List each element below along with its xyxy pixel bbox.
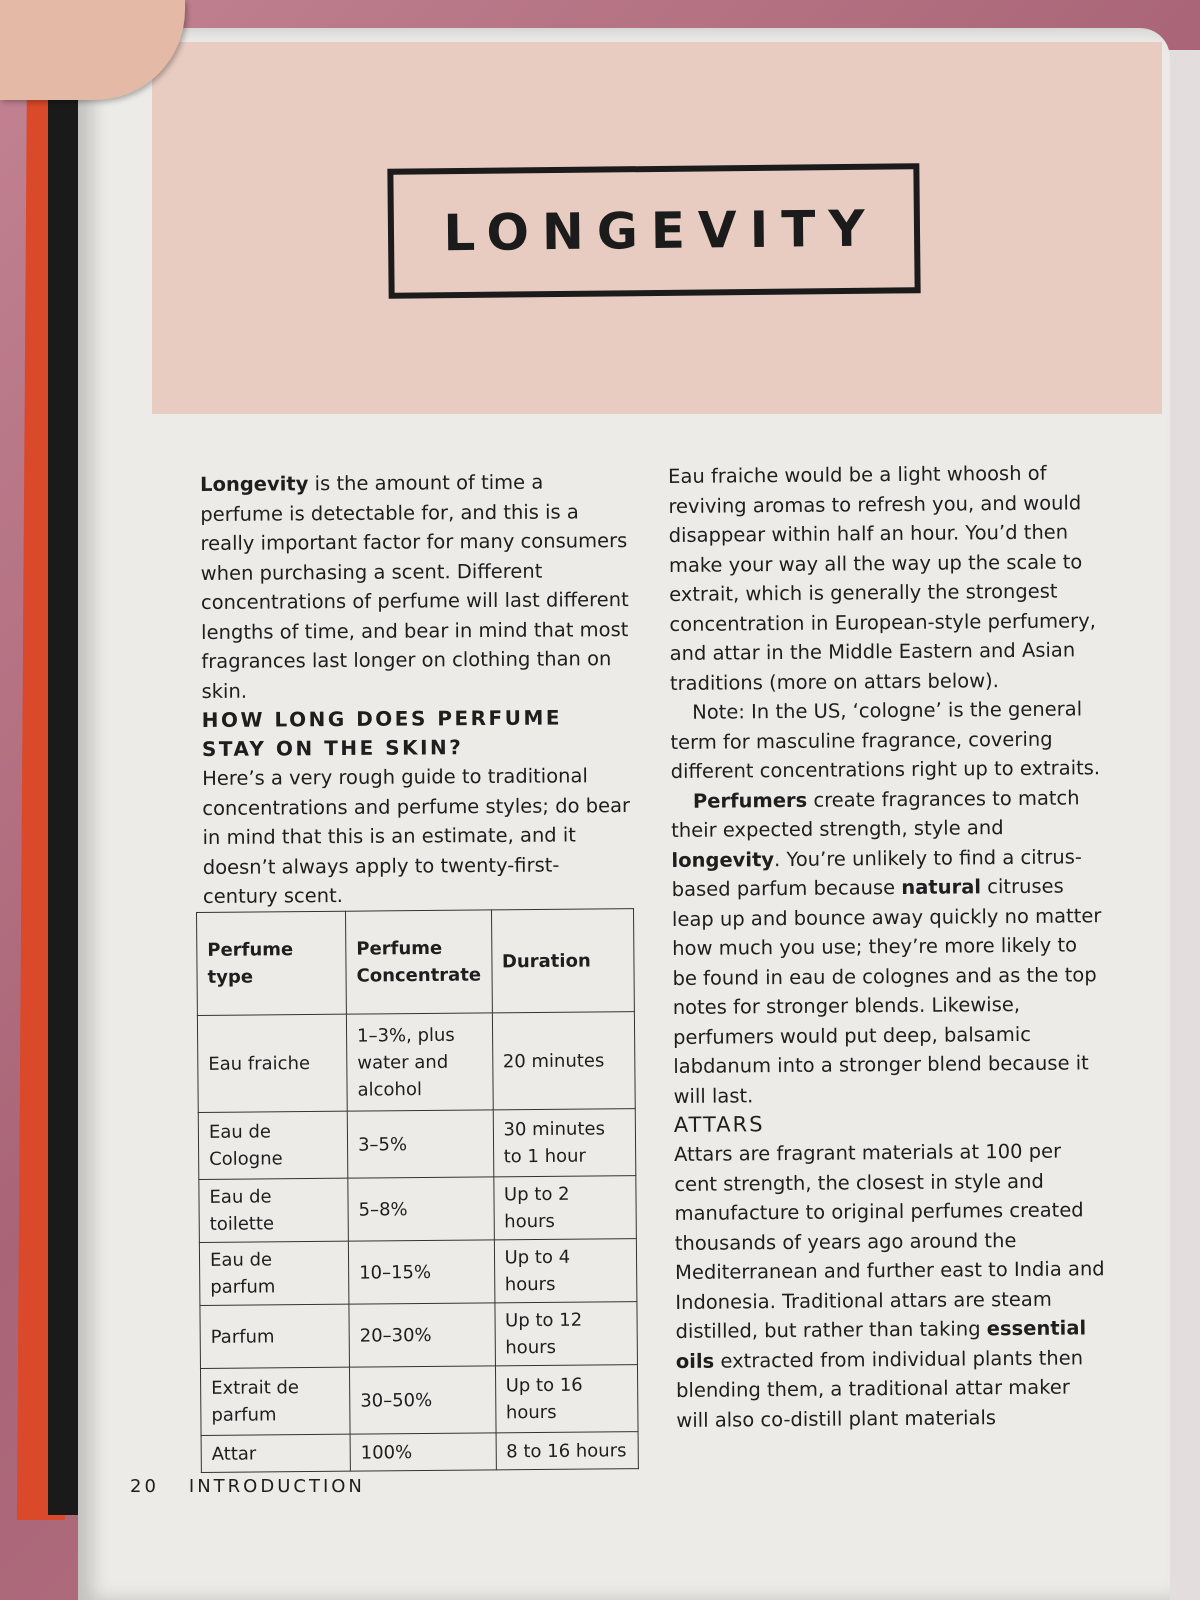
table-row: [197, 1012, 635, 1113]
table-row: [200, 1365, 638, 1436]
intro-text: is the amount of time a perfume is detectable for, and this is a really important factor for many consumers when purchasing a scent. Different concentrations of perfume will last different lengths of time, and bear in mind that most fragrances last longer on clothing than on skin.: [200, 470, 629, 703]
body-text: Attars are fragrant materials at 100 per cent strength, the closest in style and manufacture to original perfumes created thousands of years ago around the Mediterranean and further east to India and Indonesia. Traditional attars are steam distilled, but rather than taking: [673, 1139, 1105, 1343]
table-cell: Up to 16 hours: [495, 1365, 638, 1433]
attars-heading: ATTARS: [673, 1112, 765, 1137]
next-page-edge: [1168, 50, 1200, 1600]
body-text: citruses leap up and bounce away quickly no matter how much you use; they’re more likely to be found in eau de colognes and as the top notes for stronger blends. Likewise, perfumers would put deep, balsamic labdanum into a stronger blend because it will last.: [671, 874, 1102, 1108]
table-cell: Extrait de parfum: [200, 1367, 350, 1435]
table-cell: 8 to 16 hours: [496, 1432, 639, 1470]
body-text: extracted from individual plants then blending them, a traditional attar maker will also co-distill plant materials: [676, 1345, 1084, 1432]
table-cell: Up to 4 hours: [494, 1239, 637, 1303]
bold-term: essential oils: [675, 1316, 1087, 1373]
bold-term: longevity: [671, 847, 775, 872]
table-cell: Eau de parfum: [199, 1241, 349, 1305]
table-cell: Eau de toilette: [199, 1178, 349, 1242]
page-footer: [130, 1476, 365, 1497]
table-cell: 1–3%, plus water and alcohol: [346, 1013, 492, 1111]
bold-term: natural: [901, 875, 982, 899]
perfumers-paragraph: [671, 783, 1106, 1111]
table-cell: 20 minutes: [492, 1012, 635, 1110]
perfume-table: [196, 908, 639, 1473]
table-cell: 3–5%: [347, 1110, 493, 1178]
table-row: [199, 1176, 637, 1243]
body-text: . You’re unlikely to find a citrus-based parfum because: [671, 844, 1082, 901]
table-cell: 10–15%: [348, 1240, 494, 1304]
table-row: [201, 1432, 638, 1473]
section-name: INTRODUCTION: [188, 1476, 365, 1497]
table-cell: 30 minutes to 1 hour: [493, 1109, 636, 1177]
intro-paragraph: [200, 467, 632, 706]
table-cell: 30–50%: [349, 1366, 495, 1434]
section-subheading: HOW LONG DOES PERFUME STAY ON THE SKIN?: [201, 705, 563, 761]
table-row: [200, 1302, 638, 1369]
table-cell: Eau fraiche: [197, 1014, 347, 1112]
body-text: create fragrances to match their expected strength, style and: [671, 785, 1080, 842]
table-cell: Up to 12 hours: [494, 1302, 637, 1366]
intro-bold-term: Longevity: [200, 472, 309, 496]
table-header: Perfume type: [197, 911, 347, 1015]
table-cell: Parfum: [200, 1304, 350, 1368]
guide-paragraph: Here’s a very rough guide to traditional concentrations and perfume styles; do bear in mind that this is an estimate, and it doesn’t always apply to twenty-first-century scent.: [202, 764, 631, 908]
table-cell: Up to 2 hours: [493, 1176, 636, 1240]
right-column: [668, 458, 1108, 1435]
attars-paragraph: [674, 1136, 1109, 1435]
table-cell: Attar: [201, 1434, 350, 1472]
bold-term: Perfumers: [692, 788, 808, 813]
table-header: Duration: [491, 909, 634, 1013]
note-paragraph: Note: In the US, ‘cologne’ is the general term for masculine fragrance, covering different concentrations right up to extraits.: [670, 697, 1101, 783]
table-header-row: [197, 909, 635, 1016]
title-box: [387, 163, 920, 299]
table-cell: 5–8%: [348, 1177, 494, 1241]
table-cell: Eau de Cologne: [198, 1111, 348, 1179]
table-row: [198, 1109, 636, 1180]
page-title: LONGEVITY: [443, 199, 878, 263]
table-row: [199, 1239, 637, 1306]
page-number: 20: [130, 1476, 159, 1497]
table-header: Perfume Concentrate: [345, 910, 491, 1014]
eau-fraiche-paragraph: Eau fraiche would be a light whoosh of reviving aromas to refresh you, and would disappear within half an hour. You’d then make your way all the way up the scale to extrait, which is generally the strongest concentration in European-style perfumery, and attar in the Middle Eastern and Asian traditions (more on attars below).: [668, 461, 1096, 695]
left-column: [200, 467, 633, 911]
table-cell: 20–30%: [349, 1303, 495, 1367]
table-cell: 100%: [350, 1433, 496, 1471]
